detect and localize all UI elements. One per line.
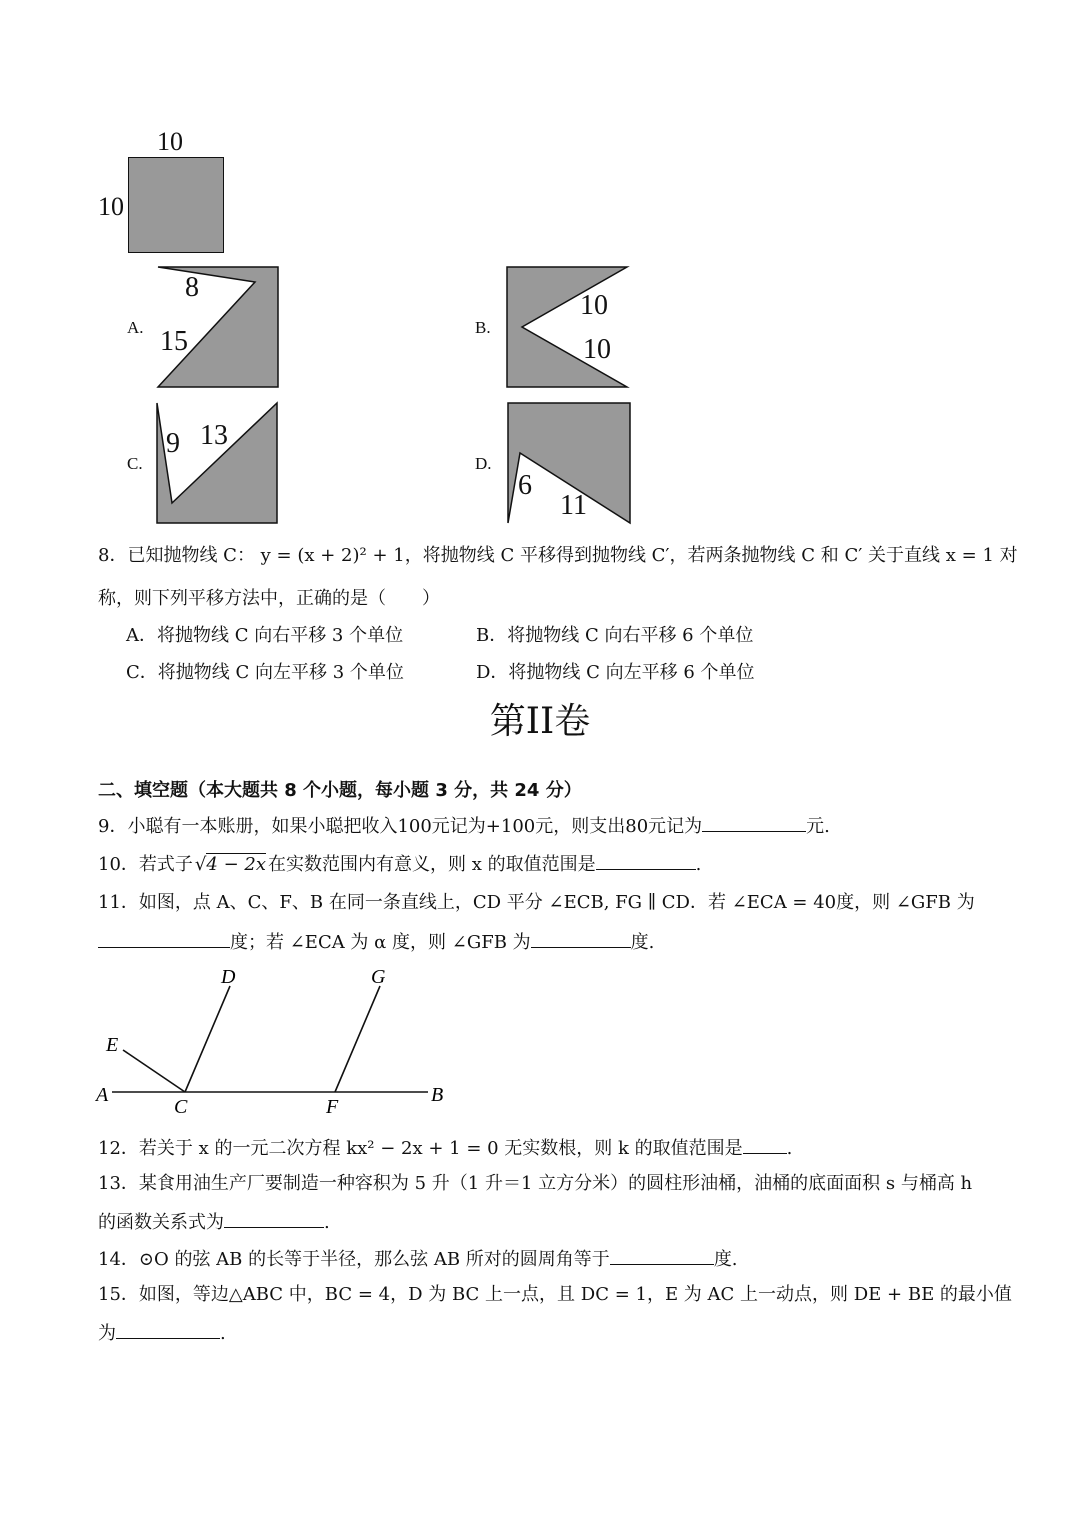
point-label-c: C — [174, 1096, 188, 1118]
option-a-label-2: 15 — [160, 326, 188, 357]
q11-text-a: 度；若 ∠ECA 为 α 度，则 ∠GFB 为 — [230, 932, 531, 953]
point-label-f: F — [326, 1096, 339, 1118]
point-label-g: G — [371, 966, 386, 988]
q9 — [98, 813, 830, 839]
q11-answer-blank-2[interactable] — [531, 929, 631, 948]
option-d-label-1: 6 — [518, 470, 532, 501]
q11-answer-blank-1[interactable] — [98, 929, 230, 948]
option-b-label-2: 10 — [583, 334, 611, 365]
ray-ce — [123, 1050, 185, 1092]
q12 — [98, 1135, 792, 1161]
q9-unit: 元. — [806, 816, 830, 837]
option-c-figure — [150, 398, 285, 528]
q12-text: 12．若关于 x 的一元二次方程 kx² − 2x + 1 = 0 无实数根，则 k 的取值范围是 — [98, 1138, 743, 1159]
q10-text-a: 10．若式子 — [98, 854, 193, 875]
q15-line-1: 15．如图，等边△ABC 中，BC = 4，D 为 BC 上一点，且 DC = 1，E 为 AC 上一动点，则 DE + BE 的最小值 — [98, 1284, 1012, 1305]
q8-stem-line-1: 8．已知抛物线 C： y = (x + 2)² + 1，将抛物线 C 平移得到抛物线 C′，若两条抛物线 C 和 C′ 关于直线 x = 1 对 — [98, 545, 1018, 566]
point-label-d: D — [221, 966, 236, 988]
q8-option-b: B．将抛物线 C 向右平移 6 个单位 — [476, 625, 754, 646]
q12-end: . — [786, 1138, 793, 1159]
q12-answer-blank[interactable] — [743, 1135, 787, 1154]
option-c-letter: C. — [127, 454, 143, 473]
q13-text: 的函数关系式为 — [98, 1212, 224, 1233]
option-b-label-1: 10 — [580, 290, 608, 321]
q15-line-2 — [98, 1320, 226, 1346]
option-c-label-2: 13 — [200, 420, 228, 451]
q14-end: 度. — [713, 1249, 738, 1270]
reference-square — [128, 157, 224, 253]
q13-line-1: 13．某食用油生产厂要制造一种容积为 5 升（1 升＝1 立方分米）的圆柱形油桶，油桶的底面面积 s 与桶高 h — [98, 1173, 973, 1194]
part-title: 第II卷 — [489, 701, 591, 742]
q15-answer-blank[interactable] — [116, 1320, 220, 1339]
q9-text: 9．小聪有一本账册，如果小聪把收入100元记为+100元，则支出80元记为 — [98, 816, 703, 837]
option-b-letter: B. — [475, 318, 491, 337]
q14-answer-blank[interactable] — [610, 1246, 714, 1265]
option-c-label-1: 9 — [166, 428, 180, 459]
option-a-letter: A. — [127, 318, 144, 337]
q10-radical — [195, 853, 266, 877]
q13-answer-blank[interactable] — [224, 1209, 324, 1228]
q8-option-c: C．将抛物线 C 向左平移 3 个单位 — [126, 662, 404, 683]
q10-radicand: 4 − 2x — [206, 854, 266, 875]
q11-line-2 — [98, 929, 654, 955]
q11-diagram — [90, 960, 460, 1125]
reference-top-label: 10 — [157, 127, 183, 156]
q13-end: . — [324, 1212, 330, 1233]
q10-end: . — [695, 854, 702, 875]
option-a-label-1: 8 — [185, 272, 199, 303]
q13-line-2 — [98, 1209, 330, 1235]
q11-text-b: 度. — [630, 932, 655, 953]
q10-text-b: 在实数范围内有意义，则 x 的取值范围是 — [267, 854, 596, 875]
q11-line-1: 11．如图，点 A、C、F、B 在同一条直线上，CD 平分 ∠ECB, FG ∥ CD．若 ∠ECA = 40度，则 ∠GFB 为 — [98, 892, 975, 913]
reference-left-label: 10 — [98, 192, 124, 221]
q8-option-d: D．将抛物线 C 向左平移 6 个单位 — [476, 662, 755, 683]
q8-stem-line-2: 称，则下列平移方法中，正确的是（ ） — [98, 588, 440, 609]
q15-end: . — [220, 1323, 226, 1344]
point-label-a: A — [96, 1084, 109, 1106]
q9-answer-blank[interactable] — [702, 813, 806, 832]
q14 — [98, 1246, 738, 1272]
option-b-figure — [500, 262, 635, 392]
point-label-b: B — [431, 1084, 444, 1106]
ray-fg — [335, 986, 380, 1092]
section-heading: 二、填空题（本大题共 8 个小题，每小题 3 分，共 24 分） — [98, 780, 582, 801]
q10-answer-blank[interactable] — [596, 851, 696, 870]
option-d-label-2: 11 — [560, 490, 587, 521]
q8-option-a: A．将抛物线 C 向右平移 3 个单位 — [126, 625, 404, 646]
ray-cd — [185, 986, 230, 1092]
q15-text: 为 — [98, 1323, 116, 1344]
sqrt-sign: √ — [194, 854, 207, 875]
q10 — [98, 851, 701, 877]
option-d-letter: D. — [475, 454, 492, 473]
q14-text: 14．⊙O 的弦 AB 的长等于半径，那么弦 AB 所对的圆周角等于 — [98, 1249, 610, 1270]
point-label-e: E — [106, 1034, 119, 1056]
